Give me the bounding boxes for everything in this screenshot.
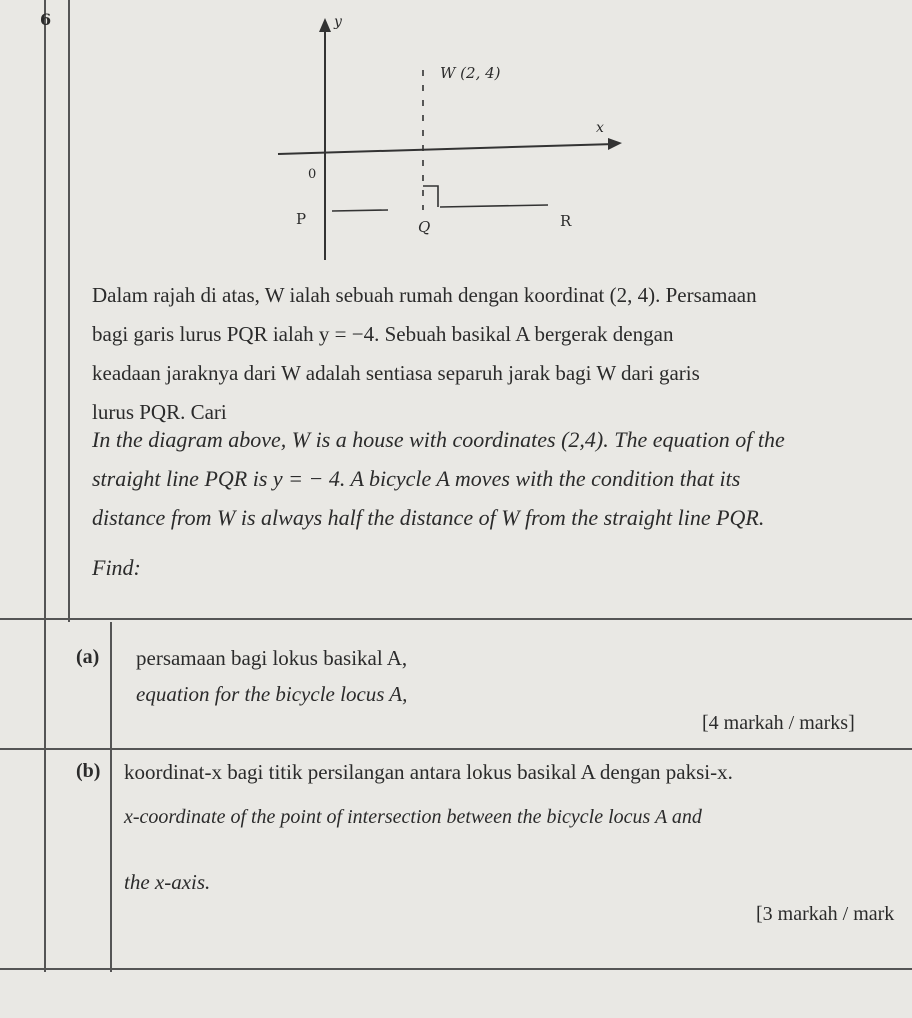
- part-b-marks: [3 markah / mark: [756, 903, 895, 925]
- malay-line: Dalam rajah di atas, W ialah sebuah rumah dengan koordinat (2, 4). Persamaan: [92, 283, 757, 307]
- find-label: Find:: [92, 555, 141, 580]
- right-angle-marker: [423, 186, 438, 207]
- row-divider-bottom: [0, 968, 912, 970]
- part-a-malay: persamaan bagi lokus basikal A,: [136, 646, 408, 670]
- part-label-divider: [110, 622, 112, 972]
- malay-line: lurus PQR. Cari: [92, 400, 227, 424]
- row-divider-stem: [0, 618, 912, 620]
- malay-line: bagi garis lurus PQR ialah y = −4. Sebuah basikal A bergerak dengan: [92, 322, 674, 346]
- question-number: 6: [40, 10, 52, 29]
- y-axis-label: y: [334, 14, 342, 30]
- malay-line: keadaan jaraknya dari W adalah sentiasa separuh jarak bagi W dari garis: [92, 361, 700, 385]
- english-line: straight line PQR is y = − 4. A bicycle A moves with the condition that its: [92, 466, 741, 491]
- x-axis-label: x: [596, 120, 604, 136]
- x-axis-arrow: [608, 138, 622, 150]
- part-b-english-line2: the x-axis.: [124, 870, 211, 894]
- english-line: distance from W is always half the distance of W from the straight line PQR.: [92, 505, 765, 530]
- line-pqr-left: [332, 210, 388, 211]
- point-p-label: P: [296, 210, 307, 228]
- x-axis: [278, 144, 615, 154]
- part-a-marks: [4 markah / marks]: [702, 712, 855, 734]
- row-divider-a: [0, 748, 912, 750]
- point-q-label: Q: [418, 218, 431, 236]
- english-line: In the diagram above, W is a house with coordinates (2,4). The equation of the: [92, 427, 785, 452]
- part-b-label: (b): [76, 760, 101, 782]
- point-r-label: R: [560, 212, 572, 230]
- coordinate-diagram: [270, 10, 650, 270]
- table-column-divider: [68, 0, 70, 622]
- part-b-malay: koordinat-x bagi titik persilangan antara lokus basikal A dengan paksi-x.: [124, 760, 733, 784]
- english-paragraph: [92, 420, 882, 537]
- y-axis-arrow: [319, 18, 331, 32]
- malay-paragraph: [92, 276, 882, 432]
- origin-label: 0: [308, 167, 317, 182]
- point-w-label: W (2, 4): [440, 64, 501, 82]
- part-b-english-line1: x-coordinate of the point of intersection between the bicycle locus A and: [124, 806, 702, 828]
- part-a-english: equation for the bicycle locus A,: [136, 682, 408, 706]
- line-pqr-right: [440, 205, 548, 207]
- part-a-label: (a): [76, 646, 100, 668]
- table-left-border: [44, 0, 46, 972]
